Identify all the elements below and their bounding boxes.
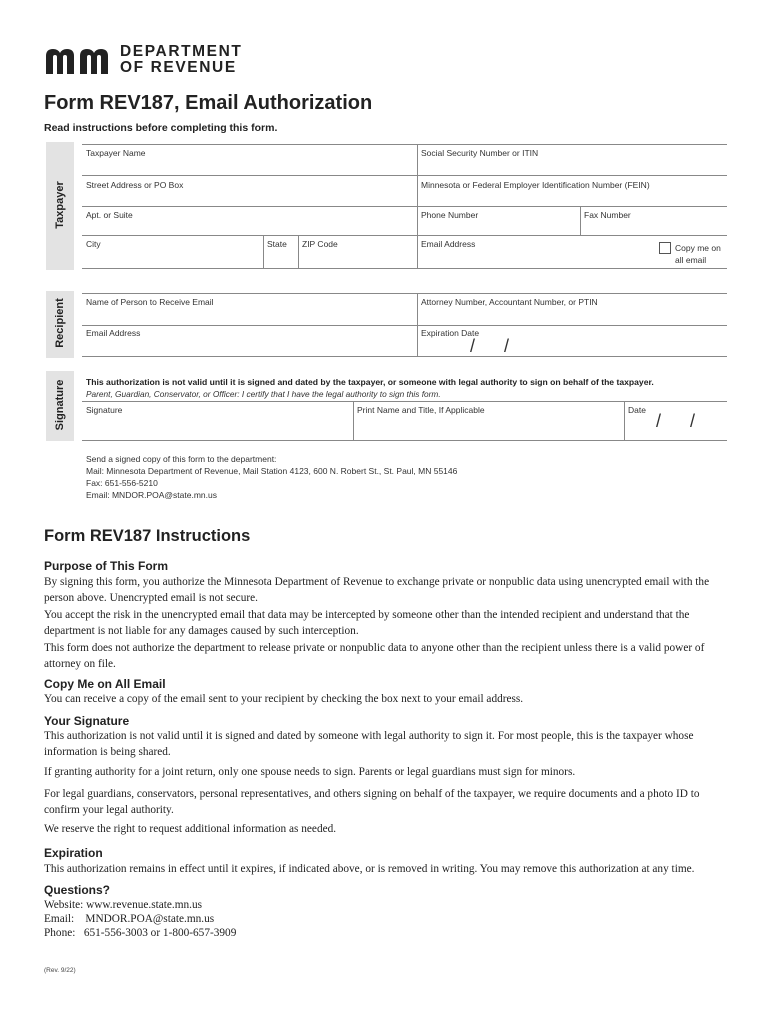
attorney-number-field[interactable]: Attorney Number, Accountant Number, or PTIN — [421, 297, 598, 307]
print-name-field[interactable]: Print Name and Title, If Applicable — [357, 405, 485, 415]
revision-date: (Rev. 9/22) — [44, 967, 76, 974]
divider — [82, 325, 727, 326]
taxpayer-section-label: Taxpayer — [54, 181, 66, 229]
mn-logo-icon — [44, 46, 114, 76]
contact-website: Website: www.revenue.state.mn.us — [44, 899, 203, 911]
city-field[interactable]: City — [86, 239, 101, 249]
divider — [353, 401, 354, 440]
date-separator: / — [470, 336, 476, 356]
divider — [82, 175, 727, 176]
divider — [82, 440, 727, 441]
taxpayer-email-field[interactable]: Email Address — [421, 239, 476, 249]
read-instructions-note: Read instructions before completing this form. — [44, 122, 278, 134]
divider — [82, 235, 727, 236]
divider — [263, 235, 264, 268]
signature-paragraph: If granting authority for a joint return, only one spouse needs to sign. Parents or legal guardians must sign for minors. — [44, 766, 576, 778]
divider — [82, 268, 727, 269]
signature-paragraph: For legal guardians, conservators, personal representatives, and others signing on behalf of the taxpayer, we require documents and a photo ID to confirm your legal authority. — [44, 788, 700, 816]
signature-paragraph: This authorization is not valid until it is signed and dated by someone with legal authority to sign it. For most people, this is the taxpayer whose information is being shared. — [44, 730, 694, 758]
signature-notice: This authorization is not valid until it is signed and dated by the taxpayer, or someone with legal authority to sign on behalf of the taxpayer. — [86, 377, 654, 387]
divider — [82, 206, 727, 207]
taxpayer-name-field[interactable]: Taxpayer Name — [86, 148, 146, 158]
signature-section-tab — [46, 371, 74, 441]
divider — [417, 144, 418, 268]
divider — [298, 235, 299, 268]
contact-phone: Phone: 651-556-3003 or 1-800-657-3909 — [44, 927, 237, 939]
signature-field[interactable]: Signature — [86, 405, 123, 415]
divider — [624, 401, 625, 440]
recipient-name-field[interactable]: Name of Person to Receive Email — [86, 297, 214, 307]
date-separator: / — [504, 336, 510, 356]
divider — [82, 401, 727, 402]
agency-name: DEPARTMENT OF REVENUE — [120, 43, 243, 76]
expiration-paragraph: This authorization remains in effect until it expires, if indicated above, or is removed in writing. You may remove this authorization at any time. — [44, 863, 695, 875]
contact-email: Email: MNDOR.POA@state.mn.us — [44, 913, 215, 925]
copy-me-label: Copy me on all email — [675, 243, 721, 265]
send-instructions: Send a signed copy of this form to the department: Mail: Minnesota Department of Revenue, Mail Station 4123, 600 N. Robert St., St. Paul, MN 55146 Fax: 651-556-5210 Email: MNDOR.POA@state.mn.us — [86, 454, 458, 500]
apt-suite-field[interactable]: Apt. or Suite — [86, 210, 133, 220]
fax-number-field[interactable]: Fax Number — [584, 210, 631, 220]
questions-heading: Questions? — [44, 883, 111, 897]
zip-code-field[interactable]: ZIP Code — [302, 239, 338, 249]
signature-paragraph: We reserve the right to request additional information as needed. — [44, 823, 337, 835]
purpose-heading: Purpose of This Form — [44, 559, 169, 573]
recipient-section-tab — [46, 291, 74, 358]
divider — [580, 206, 581, 235]
purpose-paragraph: You accept the risk in the unencrypted email that data may be intercepted by someone other than the intended recipient and understand that the department is not liable for any damages caused by such interception. — [44, 609, 690, 637]
taxpayer-section-tab — [46, 142, 74, 270]
divider — [82, 293, 727, 294]
signature-date-field[interactable]: Date — [628, 405, 646, 415]
street-address-field[interactable]: Street Address or PO Box — [86, 180, 184, 190]
expiration-date-field[interactable]: Expiration Date — [421, 328, 480, 338]
date-separator: / — [690, 411, 696, 431]
purpose-paragraph: This form does not authorize the department to release private or nonpublic data to anyone other than the recipient unless there is a valid power of attorney on file. — [44, 642, 705, 670]
instructions-title: Form REV187 Instructions — [44, 527, 251, 545]
copy-me-checkbox[interactable] — [659, 242, 671, 254]
purpose-paragraph: By signing this form, you authorize the Minnesota Department of Revenue to exchange private or nonpublic data using unencrypted email with the person above. Unencrypted email is not secure. — [44, 576, 710, 604]
ssn-field[interactable]: Social Security Number or ITIN — [421, 148, 539, 158]
divider — [82, 144, 727, 145]
fein-field[interactable]: Minnesota or Federal Employer Identification Number (FEIN) — [421, 180, 650, 190]
state-field[interactable]: State — [267, 239, 287, 249]
phone-number-field[interactable]: Phone Number — [421, 210, 479, 220]
your-signature-heading: Your Signature — [44, 714, 130, 728]
expiration-heading: Expiration — [44, 846, 103, 860]
copy-me-heading: Copy Me on All Email — [44, 677, 166, 691]
date-separator: / — [656, 411, 662, 431]
divider — [82, 356, 727, 357]
page-title: Form REV187, Email Authorization — [44, 92, 373, 114]
copy-me-paragraph: You can receive a copy of the email sent to your recipient by checking the box next to your email address. — [44, 693, 524, 705]
signature-section-label: Signature — [54, 379, 66, 431]
divider — [417, 293, 418, 356]
certify-statement: Parent, Guardian, Conservator, or Officer: I certify that I have the legal authority to sign this form. — [86, 389, 441, 399]
recipient-email-field[interactable]: Email Address — [86, 328, 141, 338]
recipient-section-label: Recipient — [54, 298, 66, 348]
